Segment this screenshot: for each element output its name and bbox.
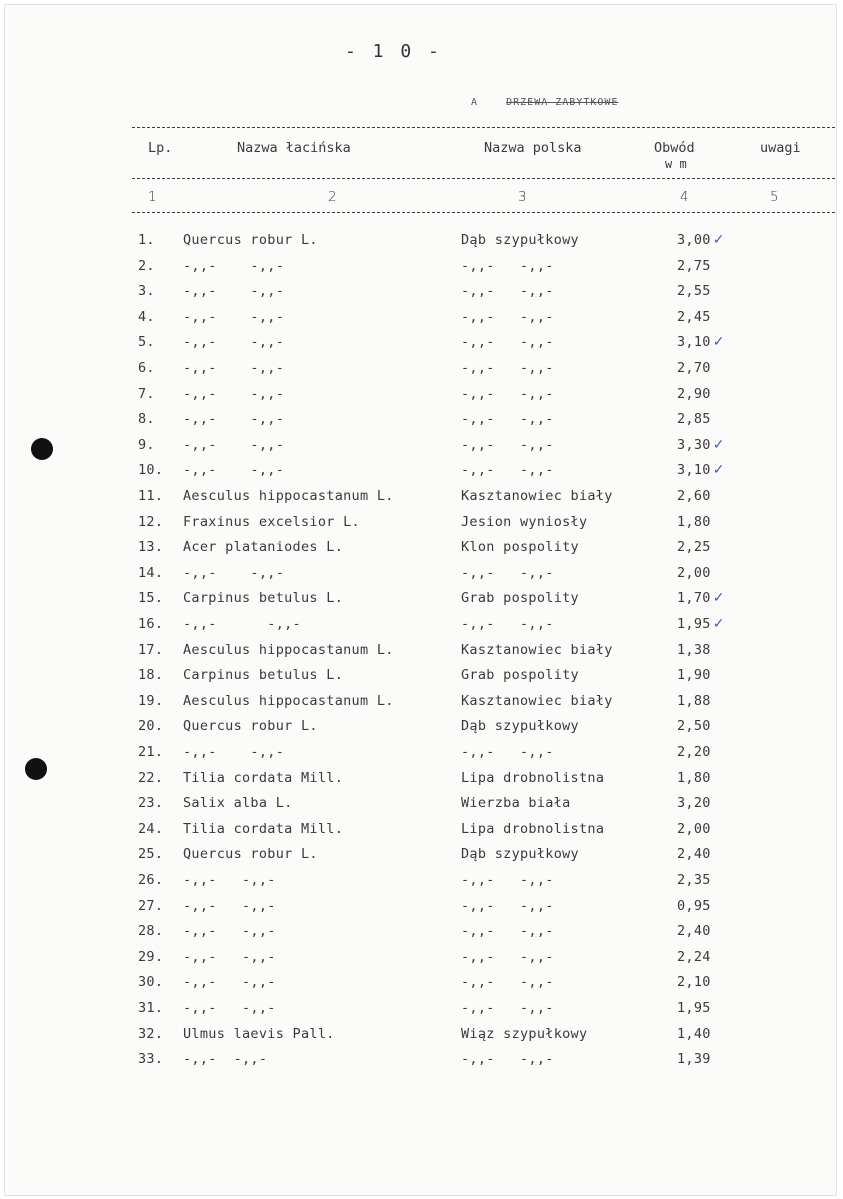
- circumference-cell: 2,24: [677, 948, 711, 965]
- polish-name-cell: -,,- -,,-: [461, 948, 554, 965]
- row-number: 5.: [138, 334, 155, 351]
- circumference-cell: 1,80: [677, 769, 711, 786]
- polish-name-cell: Lipa drobnolistna: [461, 769, 605, 786]
- table-row: [5, 693, 836, 715]
- column-number-3: 3: [518, 189, 527, 205]
- column-number-4: 4: [680, 189, 689, 205]
- polish-name-cell: -,,- -,,-: [461, 1051, 554, 1068]
- header-lp: Lp.: [148, 140, 173, 156]
- row-number: 8.: [138, 411, 155, 428]
- latin-name-cell: Quercus robur L.: [183, 846, 318, 863]
- table-row: [5, 283, 836, 305]
- polish-name-cell: -,,- -,,-: [461, 360, 554, 376]
- latin-name-cell: -,,- -,,-: [183, 436, 285, 453]
- polish-name-cell: -,,- -,,-: [461, 564, 554, 581]
- row-number: 2.: [138, 257, 155, 274]
- row-number: 26.: [138, 872, 164, 888]
- circumference-cell: 2,50: [677, 718, 711, 735]
- row-number: 30.: [138, 974, 164, 991]
- circumference-cell: [677, 437, 725, 453]
- table-row: [5, 590, 836, 612]
- divider-header: [132, 178, 835, 179]
- circumference-cell: 1,40: [677, 1025, 711, 1042]
- check-mark-icon: ✓: [712, 436, 725, 453]
- table-row: [5, 437, 836, 459]
- polish-name-cell: -,,- -,,-: [461, 257, 554, 274]
- row-number: 18.: [138, 667, 164, 684]
- circumference-value: 3,10: [677, 334, 711, 351]
- polish-name-cell: Kasztanowiec biały: [461, 692, 613, 709]
- polish-name-cell: -,,- -,,-: [461, 744, 554, 760]
- circumference-cell: 1,90: [677, 667, 711, 684]
- header-circumference: Obwód: [654, 140, 695, 156]
- row-number: 31.: [138, 1000, 164, 1016]
- table-row: [5, 821, 836, 843]
- polish-name-cell: Grab pospolity: [461, 590, 579, 607]
- circumference-cell: 2,70: [677, 360, 711, 376]
- table-row: [5, 974, 836, 996]
- table-row: [5, 1026, 836, 1048]
- circumference-cell: [677, 232, 725, 248]
- row-number: 23.: [138, 795, 164, 812]
- table-row: [5, 309, 836, 331]
- latin-name-cell: Carpinus betulus L.: [183, 590, 344, 607]
- table-row: [5, 488, 836, 510]
- circumference-cell: 1,88: [677, 692, 711, 709]
- table-row: [5, 949, 836, 971]
- check-mark-icon: ✓: [712, 590, 725, 607]
- row-number: 19.: [138, 692, 164, 709]
- row-number: 3.: [138, 283, 155, 300]
- polish-name-cell: -,,- -,,-: [461, 974, 554, 991]
- latin-name-cell: Salix alba L.: [183, 795, 293, 812]
- circumference-cell: 1,95: [677, 1000, 711, 1016]
- latin-name-cell: -,,- -,,-: [183, 948, 276, 965]
- polish-name-cell: -,,- -,,-: [461, 616, 554, 632]
- circumference-cell: 2,25: [677, 539, 711, 556]
- column-number-2: 2: [328, 189, 337, 205]
- circumference-value: 3,30: [677, 436, 711, 453]
- latin-name-cell: -,,- -,,-: [183, 744, 285, 760]
- circumference-cell: 1,39: [677, 1051, 711, 1068]
- polish-name-cell: -,,- -,,-: [461, 872, 554, 888]
- polish-name-cell: Lipa drobnolistna: [461, 820, 605, 837]
- table-row: [5, 642, 836, 664]
- polish-name-cell: Kasztanowiec biały: [461, 641, 613, 658]
- row-number: 25.: [138, 846, 164, 863]
- column-number-5: 5: [770, 189, 779, 205]
- latin-name-cell: -,,- -,,-: [183, 462, 285, 479]
- circumference-cell: 2,40: [677, 923, 711, 940]
- table-row: [5, 232, 836, 254]
- table-row: [5, 334, 836, 356]
- table-row: [5, 1051, 836, 1073]
- circumference-value: 1,70: [677, 590, 711, 607]
- header-latin-name: Nazwa łacińska: [237, 140, 351, 156]
- table-row: [5, 411, 836, 433]
- header-circumference-unit: w m: [665, 157, 687, 171]
- latin-name-cell: Tilia cordata Mill.: [183, 769, 344, 786]
- latin-name-cell: Ulmus laevis Pall.: [183, 1025, 335, 1042]
- divider-columns: [132, 212, 835, 213]
- check-mark-icon: ✓: [712, 334, 725, 351]
- row-number: 27.: [138, 897, 164, 914]
- table-row: [5, 744, 836, 766]
- polish-name-cell: -,,- -,,-: [461, 923, 554, 940]
- table-row: [5, 539, 836, 561]
- table-row: [5, 1000, 836, 1022]
- latin-name-cell: -,,- -,,-: [183, 334, 285, 351]
- table-row: [5, 846, 836, 868]
- row-number: 29.: [138, 948, 164, 965]
- circumference-cell: 2,60: [677, 488, 711, 504]
- row-number: 14.: [138, 564, 164, 581]
- row-number: 20.: [138, 718, 164, 735]
- table-row: [5, 386, 836, 408]
- polish-name-cell: -,,- -,,-: [461, 385, 554, 402]
- polish-name-cell: -,,- -,,-: [461, 308, 554, 325]
- punch-hole-bottom: [25, 758, 47, 780]
- table-row: [5, 718, 836, 740]
- row-number: 13.: [138, 539, 164, 556]
- row-number: 9.: [138, 436, 155, 453]
- circumference-cell: 2,20: [677, 744, 711, 760]
- latin-name-cell: Carpinus betulus L.: [183, 667, 344, 684]
- row-number: 16.: [138, 616, 164, 632]
- stamp: [471, 97, 618, 108]
- polish-name-cell: Kasztanowiec biały: [461, 488, 613, 504]
- check-mark-icon: ✓: [712, 616, 725, 632]
- table-row: [5, 462, 836, 484]
- circumference-cell: 0,95: [677, 897, 711, 914]
- circumference-cell: 2,35: [677, 872, 711, 888]
- circumference-cell: 2,45: [677, 308, 711, 325]
- latin-name-cell: -,,- -,,-: [183, 872, 276, 888]
- circumference-cell: [677, 334, 725, 350]
- row-number: 15.: [138, 590, 164, 607]
- latin-name-cell: -,,- -,,-: [183, 564, 285, 581]
- punch-hole-top: [31, 438, 53, 460]
- circumference-value: 3,00: [677, 232, 711, 248]
- table-row: [5, 770, 836, 792]
- stamp-text: DRZEWA ZABYTKOWE: [506, 97, 619, 108]
- circumference-cell: 2,10: [677, 974, 711, 991]
- row-number: 7.: [138, 385, 155, 402]
- table-row: [5, 795, 836, 817]
- latin-name-cell: -,,- -,,-: [183, 974, 276, 991]
- latin-name-cell: -,,- -,,-: [183, 897, 276, 914]
- circumference-cell: 3,20: [677, 795, 711, 812]
- page-number: - 1 0 -: [345, 41, 442, 62]
- polish-name-cell: -,,- -,,-: [461, 1000, 554, 1016]
- circumference-cell: 2,75: [677, 257, 711, 274]
- divider-top: [132, 127, 835, 128]
- latin-name-cell: -,,- -,,-: [183, 1000, 276, 1016]
- circumference-cell: [677, 616, 725, 632]
- latin-name-cell: -,,- -,,-: [183, 411, 285, 428]
- latin-name-cell: -,,- -,,-: [183, 923, 276, 940]
- table-row: [5, 258, 836, 280]
- latin-name-cell: Acer plataniodes L.: [183, 539, 344, 556]
- check-mark-icon: ✓: [712, 462, 725, 479]
- latin-name-cell: -,,- -,,-: [183, 257, 285, 274]
- row-number: 28.: [138, 923, 164, 940]
- row-number: 12.: [138, 513, 164, 530]
- circumference-value: 3,10: [677, 462, 711, 479]
- row-number: 17.: [138, 641, 164, 658]
- polish-name-cell: -,,- -,,-: [461, 436, 554, 453]
- polish-name-cell: Grab pospolity: [461, 667, 579, 684]
- circumference-cell: [677, 590, 725, 606]
- latin-name-cell: -,,- -,,-: [183, 360, 285, 376]
- polish-name-cell: -,,- -,,-: [461, 283, 554, 300]
- row-number: 4.: [138, 308, 155, 325]
- table-row: [5, 616, 836, 638]
- latin-name-cell: Tilia cordata Mill.: [183, 820, 344, 837]
- stamp-prefix: A: [471, 97, 479, 108]
- latin-name-cell: -,,- -,,-: [183, 283, 285, 300]
- circumference-cell: 2,85: [677, 411, 711, 428]
- table-row: [5, 514, 836, 536]
- polish-name-cell: Dąb szypułkowy: [461, 232, 579, 248]
- header-remarks: uwagi: [760, 140, 801, 156]
- row-number: 24.: [138, 820, 164, 837]
- row-number: 6.: [138, 360, 155, 376]
- polish-name-cell: -,,- -,,-: [461, 462, 554, 479]
- check-mark-icon: ✓: [712, 232, 725, 248]
- row-number: 1.: [138, 232, 155, 248]
- polish-name-cell: -,,- -,,-: [461, 897, 554, 914]
- polish-name-cell: Dąb szypułkowy: [461, 846, 579, 863]
- latin-name-cell: -,,- -,,-: [183, 1051, 268, 1068]
- row-number: 21.: [138, 744, 164, 760]
- row-number: 10.: [138, 462, 164, 479]
- latin-name-cell: -,,- -,,-: [183, 385, 285, 402]
- table-row: [5, 898, 836, 920]
- polish-name-cell: Klon pospolity: [461, 539, 579, 556]
- latin-name-cell: -,,- -,,-: [183, 308, 285, 325]
- row-number: 22.: [138, 769, 164, 786]
- circumference-cell: [677, 462, 725, 478]
- row-number: 32.: [138, 1025, 164, 1042]
- document-page: [4, 4, 837, 1196]
- table-row: [5, 667, 836, 689]
- latin-name-cell: Quercus robur L.: [183, 232, 318, 248]
- table-row: [5, 872, 836, 894]
- row-number: 11.: [138, 488, 164, 504]
- circumference-cell: 2,40: [677, 846, 711, 863]
- latin-name-cell: Quercus robur L.: [183, 718, 318, 735]
- table-row: [5, 923, 836, 945]
- circumference-cell: 2,55: [677, 283, 711, 300]
- polish-name-cell: Jesion wyniosły: [461, 513, 588, 530]
- circumference-cell: 2,90: [677, 385, 711, 402]
- circumference-cell: 2,00: [677, 564, 711, 581]
- polish-name-cell: Wierzba biała: [461, 795, 571, 812]
- header-polish-name: Nazwa polska: [484, 140, 582, 156]
- circumference-value: 1,95: [677, 616, 711, 632]
- polish-name-cell: Dąb szypułkowy: [461, 718, 579, 735]
- circumference-cell: 1,80: [677, 513, 711, 530]
- latin-name-cell: Aesculus hippocastanum L.: [183, 692, 394, 709]
- table-row: [5, 565, 836, 587]
- polish-name-cell: -,,- -,,-: [461, 411, 554, 428]
- latin-name-cell: Aesculus hippocastanum L.: [183, 488, 394, 504]
- latin-name-cell: Aesculus hippocastanum L.: [183, 641, 394, 658]
- polish-name-cell: -,,- -,,-: [461, 334, 554, 351]
- row-number: 33.: [138, 1051, 164, 1068]
- circumference-cell: 1,38: [677, 641, 711, 658]
- table-row: [5, 360, 836, 382]
- polish-name-cell: Wiąz szypułkowy: [461, 1025, 588, 1042]
- latin-name-cell: -,,- -,,-: [183, 616, 301, 632]
- circumference-cell: 2,00: [677, 820, 711, 837]
- latin-name-cell: Fraxinus excelsior L.: [183, 513, 360, 530]
- column-number-1: 1: [148, 189, 157, 205]
